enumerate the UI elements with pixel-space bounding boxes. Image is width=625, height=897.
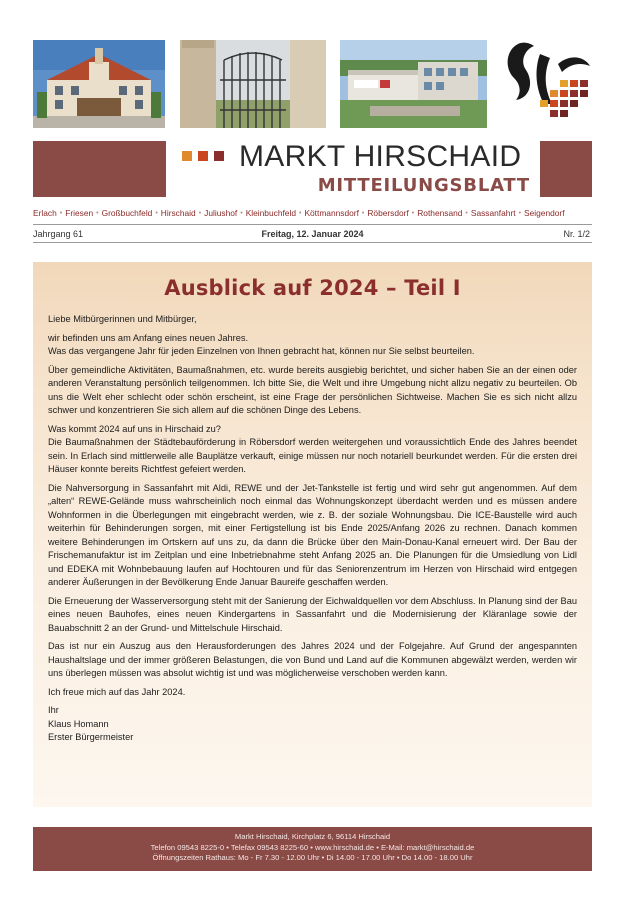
- footer: [33, 827, 592, 871]
- masthead-block-right: [540, 141, 592, 197]
- paragraph: Über gemeindliche Aktivitäten, Baumaßnahmen, etc. wurde bereits ausgiebig berichtet, und sicher haben Sie an der einen oder anderen Veranstaltung persönlich teilgenommen. Ich bitte Sie, die Welt und ihre Umgebung nicht allzu negativ zu beurteilen. Ob uns die Welt eher schlecht oder schön erscheint, ist eine Frage der persönlichen Sichtweise. Machen Sie es sich nicht allzu schwer und konzentrieren Sie sich allem auf die schönen Dinge des Lebens.: [48, 364, 577, 415]
- masthead-accent-squares: [182, 151, 224, 161]
- salutation: Liebe Mitbürgerinnen und Mitbürger,: [48, 314, 197, 324]
- paragraph: Die Nahversorgung in Sassanfahrt mit Aldi, REWE und der Jet-Tankstelle ist fertig und wird sehr gut angenommen. Auf dem „alten“ REWE-Gelände muss wahrscheinlich noch einmal das Wohnungskonzept überdacht werden und es müssen andere Wohnformen in die Überlegungen mit eingebracht werden, wie z. B. der soziale Wohnungsbau. Die ICE-Baustelle wird auch weiterhin für Behinderungen sorgen, mit einer Fertigstellung ist bis Ende 2025/Anfang 2026 zu rechnen. Danach kommen weitere Behinderungen im Ortskern auf uns zu, da dann die Brücke über den Main-Donau-Kanal erneuert wird. Der Bau der Frischemanufaktur ist im Zeitplan und eine Inbetriebnahme steht Anfang 2025 an. Die Planungen für die Umsiedlung von Lidl und EDEKA mit Wohnbebauung laufen auf Hochtouren und für das Seniorenzentrum im Herzen von Hirschaid wird entgegen anderer Äußerungen in der Bevölkerung Ende Januar Baureife geschaffen werden.: [48, 482, 577, 587]
- article-title: Ausblick auf 2024 – Teil I: [164, 276, 461, 300]
- signature-name: Klaus Homann: [48, 718, 109, 729]
- closing: Ich freue mich auf das Jahr 2024.: [48, 686, 186, 697]
- district-list: Erlach • Friesen • Großbuchfeld • Hirschaid • Juliushof • Kleinbuchfeld • Köttmannsdorf • Röbersdorf • Rothensand • Sassanfahrt • Seigendorf: [33, 208, 565, 218]
- article-box: [33, 262, 592, 807]
- paragraph: Das ist nur ein Auszug aus den Herausforderungen des Jahres 2024 und der Folgejahre. Auf Grund der angespannten Haushaltslage und der immer größeren Belastungen, die von Bund und Land auf die Kommunen abgewälzt werden, werden wir uns überlegen müssen was absolut wichtig ist und was möglicherweise verschoben werden kann.: [48, 641, 577, 678]
- signature-title: Erster Bürgermeister: [48, 732, 134, 742]
- paragraph: Die Erneuerung der Wasserversorgung steht mit der Sanierung der Eichwaldquellen vor dem Abschluss. In Planung sind der Bau eines neuen Bauhofes, eines neuen Kindergartens in Sassanfahrt und die Modernisierung der Kläranlage sowie der Bauabschnitt 2 an der Grund- und Mittelschule Hirschaid.: [48, 595, 577, 633]
- paragraph: Die Baumaßnahmen der Städtebauförderung in Röbersdorf werden weitergehen und voraussichtlich Ende des Jahres beendet sein. In Erlach sind mittlerweile alle Bauplätze verkauft, einige müssen nur noch notariell beurkundet werden. Für die ersten drei Häuser konnte bereits Richtfest gefeiert werden.: [48, 437, 577, 474]
- hirschaid-logo: [500, 40, 592, 128]
- district-item: Seigendorf: [524, 208, 565, 218]
- district-item: Kleinbuchfeld: [245, 208, 296, 218]
- footer-address: Markt Hirschaid, Kirchplatz 6, 96114 Hirschaid: [234, 832, 391, 841]
- accent-square-orange: [182, 151, 192, 161]
- masthead-block-left: [33, 141, 166, 197]
- question-heading: Was kommt 2024 auf uns in Hirschaid zu?: [48, 423, 221, 434]
- signature-line: Ihr: [48, 705, 59, 715]
- district-item: Großbuchfeld: [101, 208, 153, 218]
- accent-square-red: [198, 151, 208, 161]
- masthead-title: MARKT HIRSCHAID: [239, 140, 522, 173]
- school-building-photo: [340, 40, 487, 128]
- accent-square-brown: [214, 151, 224, 161]
- masthead-subtitle: MITTEILUNGSBLATT: [317, 175, 530, 196]
- district-item: Rothensand: [417, 208, 463, 218]
- district-item: Sassanfahrt: [470, 208, 516, 218]
- town-hall-photo: [33, 40, 165, 128]
- article-body: [48, 313, 577, 745]
- gate-photo: [180, 40, 326, 128]
- district-item: Köttmannsdorf: [304, 208, 359, 218]
- issue-date: Freitag, 12. Januar 2024: [261, 229, 364, 239]
- footer-contact: Telefon 09543 8225-0 • Telefax 09543 8225-60 • www.hirschaid.de • E-Mail: markt@hirschaid.de: [150, 842, 475, 852]
- issue-volume: Jahrgang 61: [33, 229, 84, 239]
- footer-opening-hours: Öffnungszeiten Rathaus: Mo - Fr 7.30 - 12.00 Uhr • Di 14.00 - 17.00 Uhr • Do 14.00 - 18.00 Uhr: [152, 853, 473, 862]
- issue-info-bar: [33, 224, 592, 243]
- district-item: Juliushof: [204, 208, 238, 218]
- district-item: Friesen: [65, 208, 94, 218]
- issue-number: Nr. 1/2: [563, 229, 590, 239]
- district-item: Erlach: [33, 208, 57, 218]
- paragraph: wir befinden uns am Anfang eines neuen Jahres.: [48, 332, 249, 343]
- paragraph: Was das vergangene Jahr für jeden Einzelnen von Ihnen gebracht hat, können nur Sie selbst beurteilen.: [48, 346, 475, 356]
- district-item: Hirschaid: [160, 208, 196, 218]
- district-item: Röbersdorf: [367, 208, 409, 218]
